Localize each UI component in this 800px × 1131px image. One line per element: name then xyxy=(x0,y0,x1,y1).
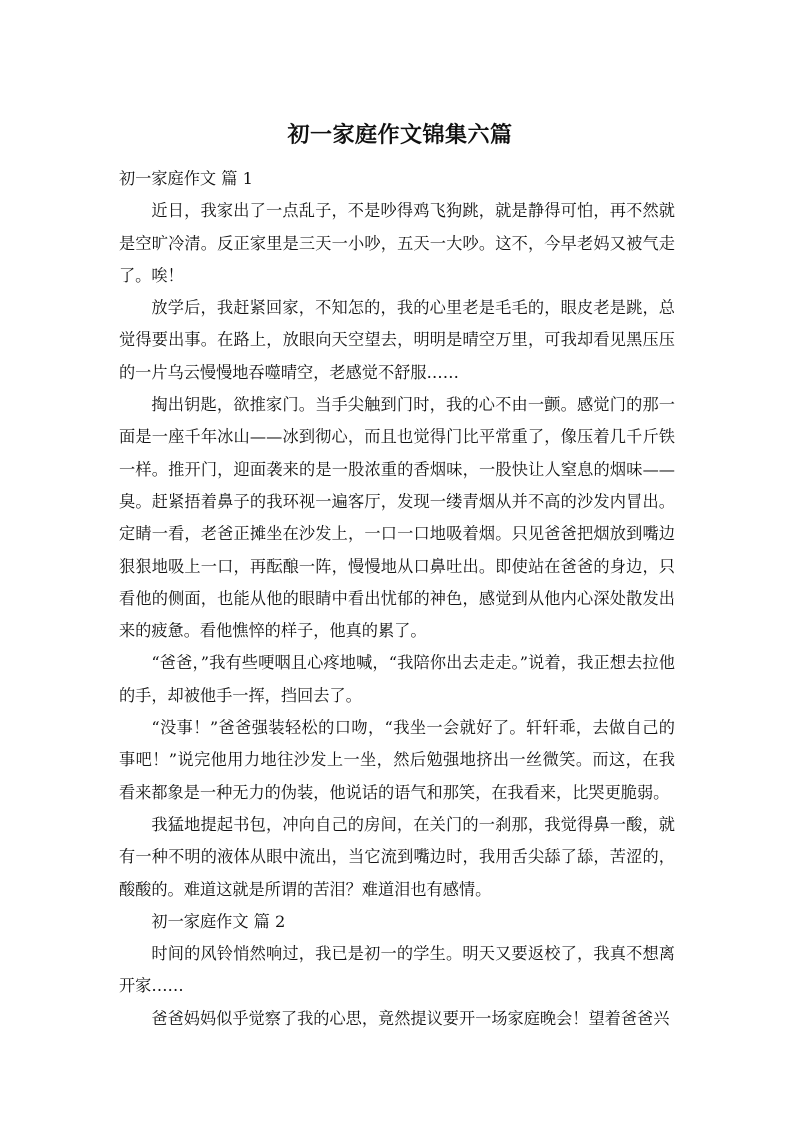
paragraph: “没事！”爸爸强装轻松的口吻，“我坐一会就好了。轩轩乖，去做自己的事吧！”说完他用力地往沙发上一坐，然后勉强地挤出一丝微笑。而这，在我看来都象是一种无力的伪装，他说话的语气和那笑，在我看来，比哭更脆弱。 xyxy=(119,718,675,802)
paragraph: 掏出钥匙，欲推家门。当手尖触到门时，我的心不由一颤。感觉门的那一面是一座千年冰山——冰到彻心，而且也觉得门比平常重了，像压着几千斤铁一样。推开门，迎面袭来的是一股浓重的香烟味，一股快让人窒息的烟味——臭。赶紧捂着鼻子的我环视一遍客厅，发现一缕青烟从并不高的沙发内冒出。定睛一看，老爸正摊坐在沙发上，一口一口地吸着烟。只见爸爸把烟放到嘴边狠狠地吸上一口，再酝酿一阵，慢慢地从口鼻吐出。即使站在爸爸的身边，只看他的侧面，也能从他的眼睛中看出忧郁的神色，感觉到从他内心深处散发出来的疲惫。看他憔悴的样子，他真的累了。 xyxy=(119,395,675,641)
document-title: 初一家庭作文锦集六篇 xyxy=(287,123,513,148)
document-body xyxy=(119,163,675,1035)
paragraph: 爸爸妈妈似乎觉察了我的心思，竟然提议要开一场家庭晚会！望着爸爸兴 xyxy=(151,1008,670,1028)
paragraph: 我猛地提起书包，冲向自己的房间，在关门的一刹那，我觉得鼻一酸，就有一种不明的液体从眼中流出，当它流到嘴边时，我用舌尖舔了舔，苦涩的，酸酸的。难道这就是所谓的苦泪？难道泪也有感情。 xyxy=(119,814,675,899)
paragraph: “爸爸，”我有些哽咽且心疼地喊，“我陪你出去走走。”说着，我正想去拉他的手，却被他手一挥，挡回去了。 xyxy=(119,653,675,705)
paragraph: 近日，我家出了一点乱子，不是吵得鸡飞狗跳，就是静得可怕，再不然就是空旷冷清。反正家里是三天一小吵，五天一大吵。这不，今早老妈又被气走了。唉！ xyxy=(119,201,675,285)
section-heading-2: 初一家庭作文 篇 2 xyxy=(151,911,286,931)
paragraph: 放学后，我赶紧回家，不知怎的，我的心里老是毛毛的，眼皮老是跳，总觉得要出事。在路上，放眼向天空望去，明明是晴空万里，可我却看见黑压压的一片乌云慢慢地吞噬晴空，老感觉不舒服…… xyxy=(119,298,675,382)
section-heading-1: 初一家庭作文 篇 1 xyxy=(119,169,253,188)
paragraph: 时间的风铃悄然响过，我已是初一的学生。明天又要返校了，我真不想离开家…… xyxy=(119,944,675,996)
